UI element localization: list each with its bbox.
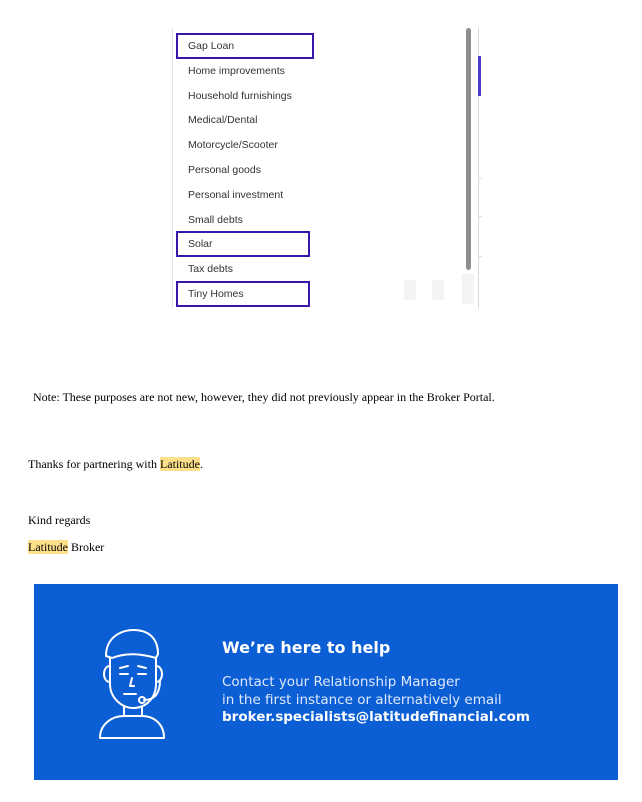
field-separator [479,256,482,257]
list-border [172,28,173,308]
dropdown-option[interactable]: Personal investment [188,188,284,201]
signature-text: Broker [67,540,105,554]
help-banner [34,584,618,780]
support-agent-icon [98,628,166,740]
field-focus-edge [478,56,481,96]
note-text: Note: These purposes are not new, however, they did not previously appear in the Broker Portal. [33,390,495,404]
banner-title: We’re here to help [222,638,391,657]
dropdown-option[interactable]: Gap Loan [188,40,235,52]
banner-line-2: in the first instance or alternatively email [222,692,502,708]
banner-email-line [222,709,530,725]
dropdown-option[interactable]: Medical/Dental [188,114,258,127]
dropdown-option[interactable]: Tax debts [188,263,233,276]
closing-regards: Kind regards [28,513,91,527]
dropdown-option[interactable]: Home improvements [188,64,285,77]
dropdown-option[interactable]: Solar [188,238,213,251]
brand-highlight: Latitude [28,540,68,554]
field-separator [479,216,482,217]
loan-purpose-dropdown [172,28,482,308]
brand-highlight: Latitude [159,457,200,471]
dropdown-option[interactable]: Motorcycle/Scooter [188,139,278,152]
thanks-line [28,457,203,472]
thanks-end: . [199,457,203,471]
faded-control [462,274,474,304]
support-email-link[interactable]: broker.specialists@latitudefinancial.com [222,709,530,725]
dropdown-option[interactable]: Small debts [188,213,243,226]
thanks-text: Thanks for partnering with [28,457,160,471]
dropdown-option[interactable]: Tiny Homes [188,288,244,300]
scrollbar-thumb[interactable] [466,28,471,270]
dropdown-option[interactable]: Household furnishings [188,89,292,102]
faded-control [404,280,416,300]
faded-control [432,280,444,300]
signature [28,540,104,555]
field-separator [479,178,482,179]
banner-line-1: Contact your Relationship Manager [222,674,460,690]
dropdown-option[interactable]: Personal goods [188,164,261,176]
